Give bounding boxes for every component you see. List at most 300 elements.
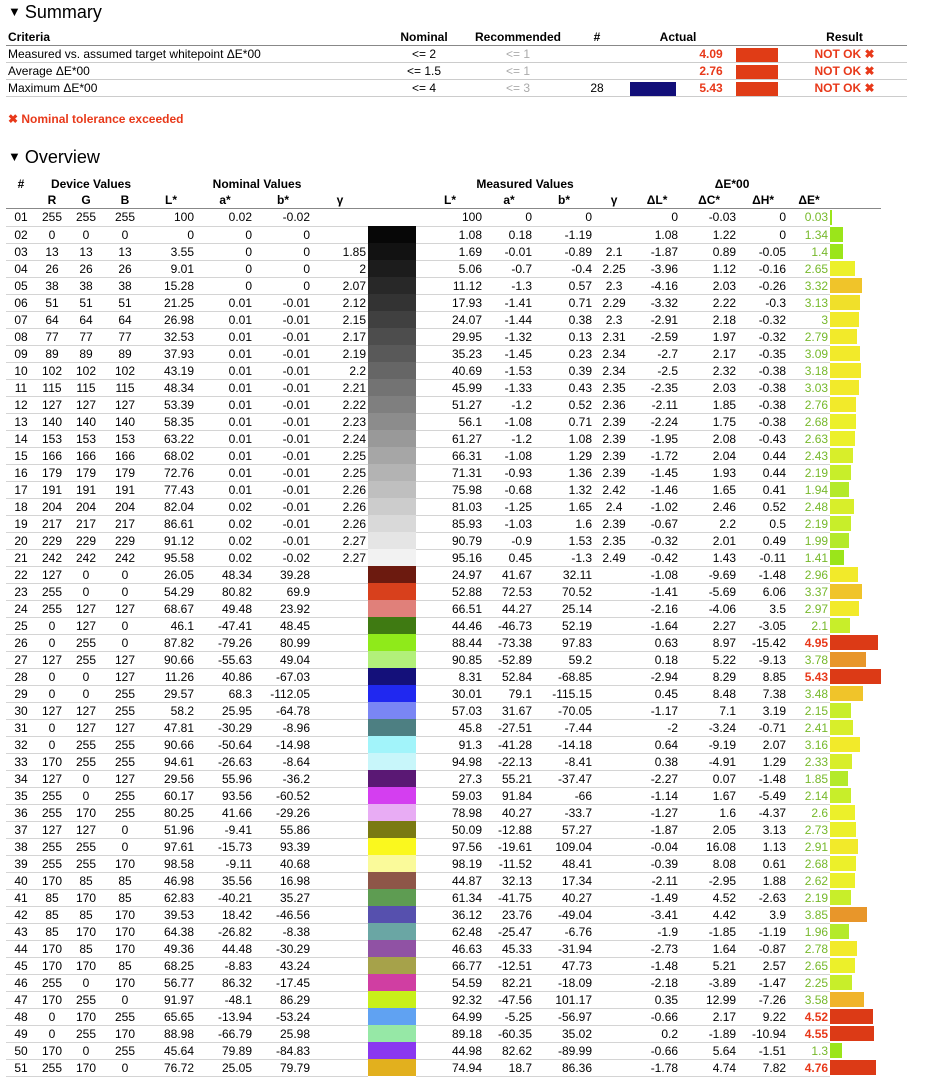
count-value (574, 63, 620, 80)
cell-R: 127 (36, 396, 68, 413)
cell-L: 65.65 (146, 1008, 196, 1025)
delta-e-bar (830, 329, 857, 344)
cell-a: 48.34 (196, 566, 254, 583)
cell-dL: -1.64 (634, 617, 680, 634)
cell-mb: 1.32 (534, 481, 594, 498)
cell-n: 14 (6, 430, 36, 447)
cell-mb: 1.29 (534, 447, 594, 464)
cell-dL: -2.16 (634, 600, 680, 617)
cell-dH: -4.37 (738, 804, 788, 821)
cell-L: 9.01 (146, 260, 196, 277)
patch-row (6, 532, 881, 549)
cell-ma: -11.52 (484, 855, 534, 872)
color-swatch-cell (368, 243, 416, 260)
cell-mb: 1.36 (534, 464, 594, 481)
cell-dC: -9.69 (680, 566, 738, 583)
cell-mg (594, 209, 634, 227)
cell-dC: 4.74 (680, 1059, 738, 1076)
cell-L: 48.34 (146, 379, 196, 396)
cell-n: 38 (6, 838, 36, 855)
color-swatch (368, 736, 416, 753)
delta-e-bar-cell (830, 668, 881, 685)
delta-e-bar (830, 1009, 873, 1024)
col-delta-L: ΔL* (634, 192, 680, 209)
cell-ma: -19.61 (484, 838, 534, 855)
cell-n: 33 (6, 753, 36, 770)
color-swatch (368, 294, 416, 311)
summary-header[interactable] (8, 0, 102, 24)
cell-ma: -1.53 (484, 362, 534, 379)
cell-R: 0 (36, 1008, 68, 1025)
color-swatch (368, 957, 416, 974)
cell-n: 20 (6, 532, 36, 549)
cell-mb: -18.09 (534, 974, 594, 991)
cell-dC: 1.12 (680, 260, 738, 277)
cell-dE: 4.55 (788, 1025, 830, 1042)
cell-ma: -47.56 (484, 991, 534, 1008)
cell-dL: -0.42 (634, 549, 680, 566)
cell-ma: 82.21 (484, 974, 534, 991)
cell-dE: 2.41 (788, 719, 830, 736)
cell-mL: 90.85 (416, 651, 484, 668)
cell-dL: -2.24 (634, 413, 680, 430)
cell-mb: 40.27 (534, 889, 594, 906)
cell-ma: -1.33 (484, 379, 534, 396)
delta-e-bar-cell (830, 617, 881, 634)
cell-ma: -25.47 (484, 923, 534, 940)
patch-row (6, 362, 881, 379)
cell-b: -60.52 (254, 787, 312, 804)
cell-g (312, 923, 368, 940)
delta-e-bar (830, 788, 851, 803)
cell-dE: 2.43 (788, 447, 830, 464)
cell-dH: 2.57 (738, 957, 788, 974)
color-swatch (368, 549, 416, 566)
cell-G: 255 (68, 838, 104, 855)
cell-R: 102 (36, 362, 68, 379)
cell-B: 102 (104, 362, 146, 379)
cell-dL: -1.45 (634, 464, 680, 481)
delta-e-bar (830, 822, 856, 837)
color-swatch-cell (368, 277, 416, 294)
actual-bar (736, 80, 782, 97)
cell-R: 255 (36, 1059, 68, 1076)
cell-R: 127 (36, 702, 68, 719)
count-value (574, 46, 620, 63)
patch-row (6, 634, 881, 651)
cell-mg (594, 821, 634, 838)
color-swatch (368, 464, 416, 481)
cell-ma: 41.67 (484, 566, 534, 583)
cell-B: 0 (104, 566, 146, 583)
delta-e-bar (830, 363, 861, 378)
cell-R: 0 (36, 736, 68, 753)
cell-mb: 0.71 (534, 294, 594, 311)
color-swatch (368, 685, 416, 702)
cell-L: 80.25 (146, 804, 196, 821)
cell-mb: 59.2 (534, 651, 594, 668)
cell-G: 51 (68, 294, 104, 311)
cell-G: 115 (68, 379, 104, 396)
cell-G: 77 (68, 328, 104, 345)
patch-row (6, 753, 881, 770)
patch-row (6, 515, 881, 532)
cell-mL: 88.44 (416, 634, 484, 651)
cell-n: 05 (6, 277, 36, 294)
cell-g: 2 (312, 260, 368, 277)
cell-L: 11.26 (146, 668, 196, 685)
cell-n: 35 (6, 787, 36, 804)
cell-L: 37.93 (146, 345, 196, 362)
cell-ma: -0.68 (484, 481, 534, 498)
delta-e-bar-cell (830, 226, 881, 243)
cell-dL: -1.02 (634, 498, 680, 515)
patch-row (6, 311, 881, 328)
cell-n: 18 (6, 498, 36, 515)
patch-row (6, 940, 881, 957)
delta-e-bar-cell (830, 362, 881, 379)
cell-dE: 0.03 (788, 209, 830, 227)
cell-ma: -27.51 (484, 719, 534, 736)
count-value: 28 (574, 80, 620, 97)
cell-dC: -5.69 (680, 583, 738, 600)
cell-ma: 0 (484, 209, 534, 227)
cell-dH: -15.42 (738, 634, 788, 651)
cell-mb: 0.13 (534, 328, 594, 345)
summary-row (6, 63, 907, 80)
cell-G: 38 (68, 277, 104, 294)
cell-L: 87.82 (146, 634, 196, 651)
color-swatch-cell (368, 532, 416, 549)
cell-L: 82.04 (146, 498, 196, 515)
cell-mL: 51.27 (416, 396, 484, 413)
cell-B: 85 (104, 957, 146, 974)
cell-dC: 8.48 (680, 685, 738, 702)
color-swatch (368, 277, 416, 294)
cell-a: 41.66 (196, 804, 254, 821)
cell-dL: -2 (634, 719, 680, 736)
cell-mb: 109.04 (534, 838, 594, 855)
cell-mb: 0.23 (534, 345, 594, 362)
cell-G: 166 (68, 447, 104, 464)
cell-n: 28 (6, 668, 36, 685)
cell-mb: 97.83 (534, 634, 594, 651)
cell-R: 166 (36, 447, 68, 464)
cell-mL: 74.94 (416, 1059, 484, 1076)
cell-G: 179 (68, 464, 104, 481)
cell-dE: 2.68 (788, 855, 830, 872)
patch-row (6, 1042, 881, 1059)
cell-mg (594, 753, 634, 770)
cell-G: 255 (68, 991, 104, 1008)
cell-L: 86.61 (146, 515, 196, 532)
color-swatch (368, 940, 416, 957)
cell-a: -79.26 (196, 634, 254, 651)
patch-row (6, 651, 881, 668)
cell-G: 127 (68, 600, 104, 617)
col-nominal-L: L* (146, 192, 196, 209)
cell-L: 95.58 (146, 549, 196, 566)
cell-g (312, 1059, 368, 1076)
cell-mL: 17.93 (416, 294, 484, 311)
cell-b: 0 (254, 243, 312, 260)
summary-title: Summary (24, 2, 102, 22)
cell-G: 127 (68, 617, 104, 634)
cell-R: 127 (36, 770, 68, 787)
delta-e-bar (830, 652, 866, 667)
cell-dE: 2.91 (788, 838, 830, 855)
cell-ma: -0.7 (484, 260, 534, 277)
cell-L: 46.1 (146, 617, 196, 634)
cell-R: 170 (36, 957, 68, 974)
cell-mL: 5.06 (416, 260, 484, 277)
color-swatch-cell (368, 753, 416, 770)
cell-L: 51.96 (146, 821, 196, 838)
cell-dC: -2.95 (680, 872, 738, 889)
collapse-triangle-icon[interactable]: ▼ (8, 149, 21, 164)
cell-n: 44 (6, 940, 36, 957)
count-swatch (620, 63, 686, 80)
cell-b: -30.29 (254, 940, 312, 957)
cell-mg (594, 617, 634, 634)
cell-mb: 0.38 (534, 311, 594, 328)
cell-dE: 4.76 (788, 1059, 830, 1076)
color-swatch (368, 311, 416, 328)
cell-mb: 1.6 (534, 515, 594, 532)
cell-G: 0 (68, 668, 104, 685)
cell-dC: -4.91 (680, 753, 738, 770)
color-swatch-cell (368, 362, 416, 379)
cell-mL: 40.69 (416, 362, 484, 379)
cell-ma: -1.03 (484, 515, 534, 532)
cell-dL: -2.73 (634, 940, 680, 957)
cell-dE: 2.97 (788, 600, 830, 617)
cell-dH: -3.05 (738, 617, 788, 634)
cell-g (312, 226, 368, 243)
cell-mL: 35.23 (416, 345, 484, 362)
cell-mb: 0.71 (534, 413, 594, 430)
patch-row (6, 481, 881, 498)
color-swatch-cell (368, 464, 416, 481)
cell-a: 18.42 (196, 906, 254, 923)
delta-e-bar (830, 805, 855, 820)
cell-L: 77.43 (146, 481, 196, 498)
cell-R: 26 (36, 260, 68, 277)
col-actual: Actual (620, 29, 736, 46)
cell-ma: 0.45 (484, 549, 534, 566)
cell-mL: 52.88 (416, 583, 484, 600)
cell-B: 0 (104, 821, 146, 838)
cell-B: 255 (104, 1008, 146, 1025)
cell-dL: -1.87 (634, 821, 680, 838)
actual-bar (736, 63, 782, 80)
cell-mg: 2.4 (594, 498, 634, 515)
cell-mb: -6.76 (534, 923, 594, 940)
color-swatch-cell (368, 311, 416, 328)
cell-n: 07 (6, 311, 36, 328)
cell-mg (594, 736, 634, 753)
cell-R: 127 (36, 566, 68, 583)
summary-row (6, 80, 907, 97)
col-B: B (104, 192, 146, 209)
color-swatch-cell (368, 600, 416, 617)
delta-e-bar-cell (830, 430, 881, 447)
cell-R: 89 (36, 345, 68, 362)
cell-R: 255 (36, 838, 68, 855)
cell-a: 0.01 (196, 345, 254, 362)
cell-dC: 2.03 (680, 277, 738, 294)
col-delta-H: ΔH* (738, 192, 788, 209)
cell-b: 69.9 (254, 583, 312, 600)
cell-n: 48 (6, 1008, 36, 1025)
cell-R: 127 (36, 651, 68, 668)
cell-a: 40.86 (196, 668, 254, 685)
cell-G: 127 (68, 396, 104, 413)
cell-mL: 29.95 (416, 328, 484, 345)
cell-dL: -1.49 (634, 889, 680, 906)
cell-g: 2.07 (312, 277, 368, 294)
cell-g (312, 957, 368, 974)
cell-L: 63.22 (146, 430, 196, 447)
cell-g: 2.12 (312, 294, 368, 311)
delta-e-bar-cell (830, 957, 881, 974)
cell-B: 127 (104, 770, 146, 787)
cell-dH: -1.48 (738, 566, 788, 583)
cell-G: 242 (68, 549, 104, 566)
cell-L: 72.76 (146, 464, 196, 481)
cell-mg (594, 634, 634, 651)
color-swatch (368, 838, 416, 855)
cell-mg (594, 1059, 634, 1076)
color-swatch-cell (368, 719, 416, 736)
cell-mg: 2.25 (594, 260, 634, 277)
cell-R: 217 (36, 515, 68, 532)
delta-e-bar-cell (830, 209, 881, 227)
cell-n: 02 (6, 226, 36, 243)
cell-dL: -2.94 (634, 668, 680, 685)
color-swatch (368, 991, 416, 1008)
delta-e-bar (830, 380, 859, 395)
delta-e-bar (830, 703, 851, 718)
delta-e-bar-cell (830, 1059, 881, 1076)
cell-dL: -1.78 (634, 1059, 680, 1076)
delta-e-bar-cell (830, 481, 881, 498)
cell-dH: -9.13 (738, 651, 788, 668)
cell-ma: 82.62 (484, 1042, 534, 1059)
nominal-values-header: Nominal Values (212, 177, 302, 191)
color-swatch (368, 974, 416, 991)
cell-mL: 27.3 (416, 770, 484, 787)
delta-e-bar (830, 533, 849, 548)
cell-g: 2.26 (312, 515, 368, 532)
patch-row (6, 821, 881, 838)
cell-dH: -1.47 (738, 974, 788, 991)
color-swatch (368, 651, 416, 668)
cell-mL: 45.99 (416, 379, 484, 396)
cell-g: 2.26 (312, 481, 368, 498)
cell-mb: 35.02 (534, 1025, 594, 1042)
cell-dH: 0.44 (738, 447, 788, 464)
cell-mb: -8.41 (534, 753, 594, 770)
cell-B: 255 (104, 1042, 146, 1059)
cell-mL: 8.31 (416, 668, 484, 685)
collapse-triangle-icon[interactable]: ▼ (8, 4, 21, 19)
delta-e-bar-cell (830, 498, 881, 515)
cell-n: 15 (6, 447, 36, 464)
cell-mL: 11.12 (416, 277, 484, 294)
cell-b: -46.56 (254, 906, 312, 923)
col-count: # (574, 29, 620, 46)
overview-header[interactable] (8, 145, 100, 169)
cell-mb: -33.7 (534, 804, 594, 821)
cell-dL: -1.41 (634, 583, 680, 600)
delta-e-bar (830, 448, 853, 463)
color-swatch (368, 702, 416, 719)
cell-dL: 0.45 (634, 685, 680, 702)
cell-dL: -0.04 (634, 838, 680, 855)
cell-dC: -3.24 (680, 719, 738, 736)
cell-dE: 1.96 (788, 923, 830, 940)
cell-L: 53.39 (146, 396, 196, 413)
cell-dE: 1.85 (788, 770, 830, 787)
cell-mg (594, 974, 634, 991)
cell-B: 127 (104, 668, 146, 685)
cell-b: 93.39 (254, 838, 312, 855)
delta-e-bar-cell (830, 719, 881, 736)
cell-a: 0.01 (196, 464, 254, 481)
patch-row (6, 328, 881, 345)
cell-b: -0.01 (254, 379, 312, 396)
cell-dC: 1.65 (680, 481, 738, 498)
cell-dH: 9.22 (738, 1008, 788, 1025)
cell-R: 0 (36, 634, 68, 651)
cell-dE: 2.78 (788, 940, 830, 957)
cell-R: 0 (36, 685, 68, 702)
cell-dE: 2.76 (788, 396, 830, 413)
delta-e-bar (830, 737, 860, 752)
delta-e-bar (830, 601, 859, 616)
color-swatch-cell (368, 872, 416, 889)
cell-L: 94.61 (146, 753, 196, 770)
cell-L: 21.25 (146, 294, 196, 311)
cell-g (312, 1042, 368, 1059)
color-swatch (368, 328, 416, 345)
cell-ma: 0.18 (484, 226, 534, 243)
cell-n: 39 (6, 855, 36, 872)
cell-G: 170 (68, 889, 104, 906)
delta-e-bar (830, 618, 850, 633)
cell-mL: 50.09 (416, 821, 484, 838)
cell-dL: -3.96 (634, 260, 680, 277)
cell-L: 26.05 (146, 566, 196, 583)
cell-B: 153 (104, 430, 146, 447)
nominal-value: <= 2 (386, 46, 462, 63)
cell-mb: -1.3 (534, 549, 594, 566)
cell-ma: -1.08 (484, 413, 534, 430)
color-swatch (368, 226, 416, 243)
overview-title: Overview (24, 147, 100, 167)
cell-mg (594, 226, 634, 243)
delta-e-bar-cell (830, 243, 881, 260)
cell-mb: -70.05 (534, 702, 594, 719)
delta-e-bar-cell (830, 838, 881, 855)
color-swatch-cell (368, 668, 416, 685)
delta-e-bar (830, 550, 844, 565)
cell-n: 46 (6, 974, 36, 991)
color-swatch-cell (368, 549, 416, 566)
cell-dE: 1.99 (788, 532, 830, 549)
cell-dL: -2.7 (634, 345, 680, 362)
